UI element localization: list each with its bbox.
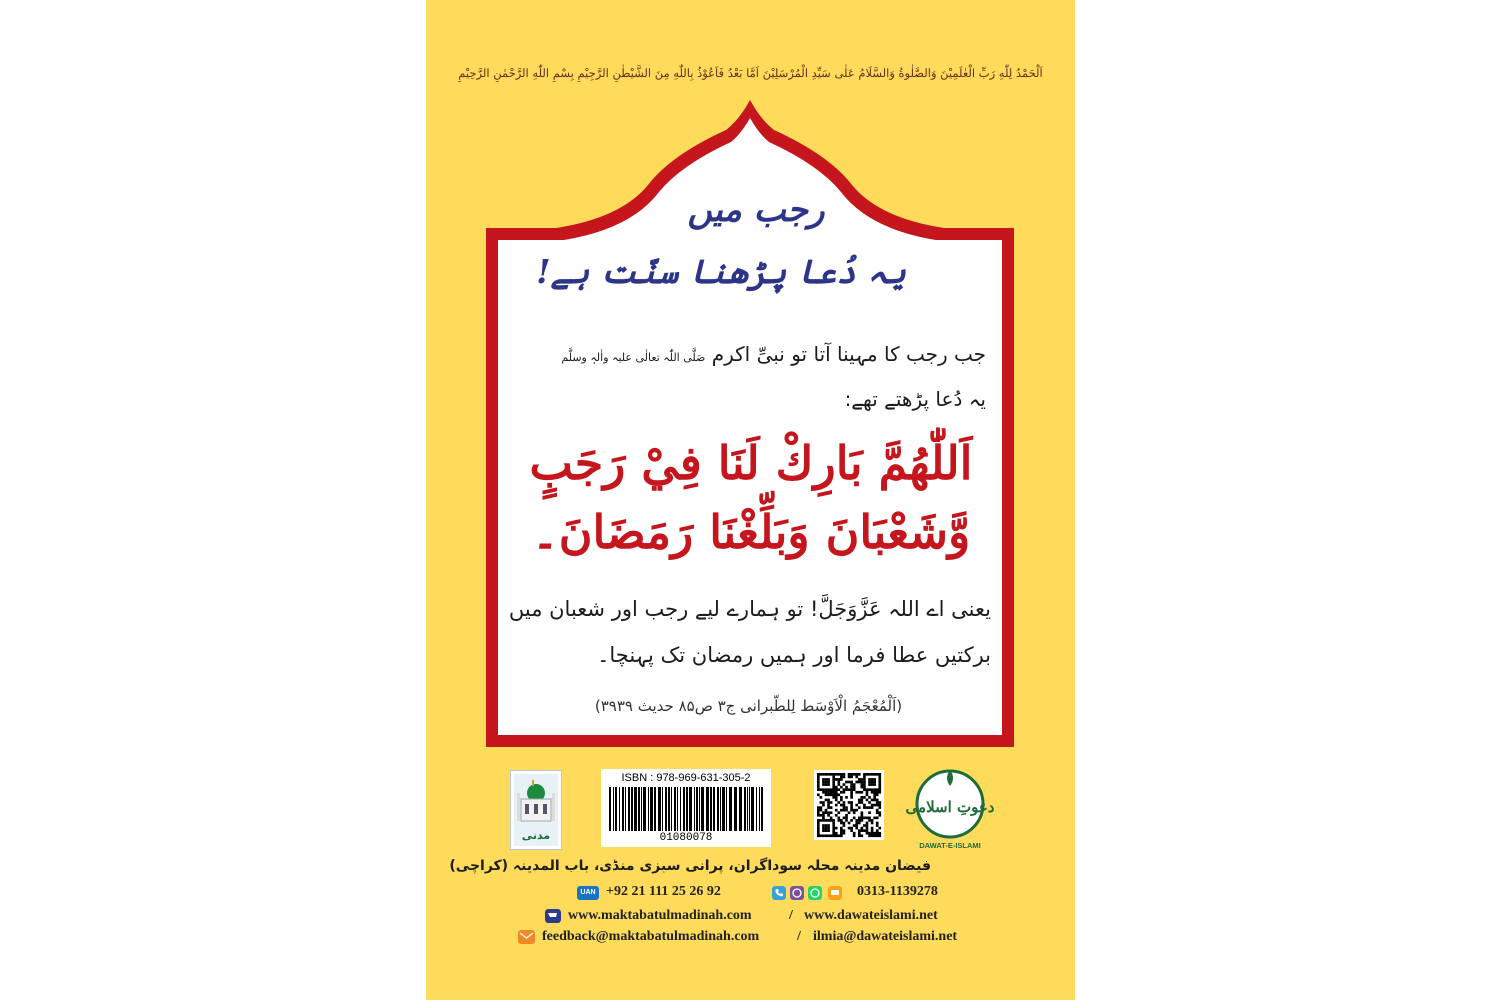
logo-text: دعوتِ اسلامی	[906, 798, 994, 816]
barcode-number: 01080078	[659, 832, 713, 844]
mail-icon	[518, 930, 535, 944]
dua-line-2: وَّشَعْبَانَ وَبَلِّغْنَا رَمَضَانَ۔	[531, 505, 971, 559]
intro-text: جب رجب کا مہینا آتا تو نبیِّ اکرم	[711, 342, 986, 366]
book-back-cover	[426, 0, 1075, 1000]
separator: /	[797, 929, 801, 944]
separator: /	[789, 908, 793, 923]
madani-channel-logo	[510, 770, 562, 850]
uan-icon: UAN	[577, 886, 599, 900]
dawat-e-islami-logo	[906, 764, 994, 856]
isbn-number: ISBN : 978-969-631-305-2	[621, 772, 751, 784]
isbn-barcode	[601, 769, 771, 847]
publisher-address: فیضان مدینہ محلہ سوداگران، پرانی سبزی منڈی، باب المدینہ (کراچی)	[449, 858, 931, 874]
dua-line-1: اَللّٰهُمَّ بَارِكْ لَنَا فِيْ رَجَبٍ	[529, 436, 973, 490]
cart-icon	[545, 909, 561, 923]
translation-line-2: برکتیں عطا فرما اور ہمیں رمضان تک پہنچا۔	[597, 643, 991, 667]
email-feedback[interactable]: feedback@maktabatulmadinah.com	[542, 929, 760, 944]
translation-line-1: یعنی اے اللہ عَزَّوَجَلَّ! تو ہمارے لیے رجب اور شعبان میں	[508, 597, 991, 621]
heading-line-1: رجب میں	[687, 190, 825, 230]
qr-code	[814, 770, 884, 840]
hadith-reference: (اَلْمُعْجَمُ الْاَوْسَط لِلطّبرانی ج۳ ص۸۵ حدیث ۳۹۳۹)	[594, 697, 903, 715]
email-ilmia[interactable]: ilmia@dawateislami.net	[813, 929, 958, 944]
madani-label: مدنی	[521, 829, 551, 842]
website-maktaba[interactable]: www.maktabatulmadinah.com	[568, 908, 752, 923]
logo-caption: DAWAT-E-ISLAMI	[919, 841, 981, 850]
mobile-number[interactable]: 0313-1139278	[857, 884, 938, 899]
honorific: صَلَّی اللّٰہ تعالٰی علیہ واٰلہٖ وسلَّم	[561, 351, 706, 364]
viber-icon	[790, 886, 804, 900]
opening-invocation: اَلْحَمْدُ لِلّٰهِ رَبِّ الْعٰلَمِیْنَ وَالصَّلٰوةُ وَالسَّلَامُ عَلٰی سَیِّدِ الْمُرْسَلِیْنَ اَمَّا بَعْدُ فَاَعُوْذُ بِاللّٰهِ مِنَ الشَّیْطٰنِ الرَّجِیْمِ بِسْمِ اللّٰهِ الرَّحْمٰنِ الرَّحِیْمِ	[458, 66, 1043, 80]
heading-line-2: یہ دُعا پڑھنا سنّت ہے!	[536, 252, 906, 291]
barcode-bars	[609, 787, 763, 831]
message-icon	[828, 886, 842, 900]
intro-line-1	[516, 342, 986, 366]
uan-number[interactable]: +92 21 111 25 26 92	[606, 884, 721, 899]
website-dawateislami[interactable]: www.dawateislami.net	[804, 908, 938, 923]
phone-icon	[772, 886, 786, 900]
whatsapp-icon	[808, 886, 822, 900]
intro-line-2: یہ دُعا پڑھتے تھے:	[844, 387, 986, 411]
